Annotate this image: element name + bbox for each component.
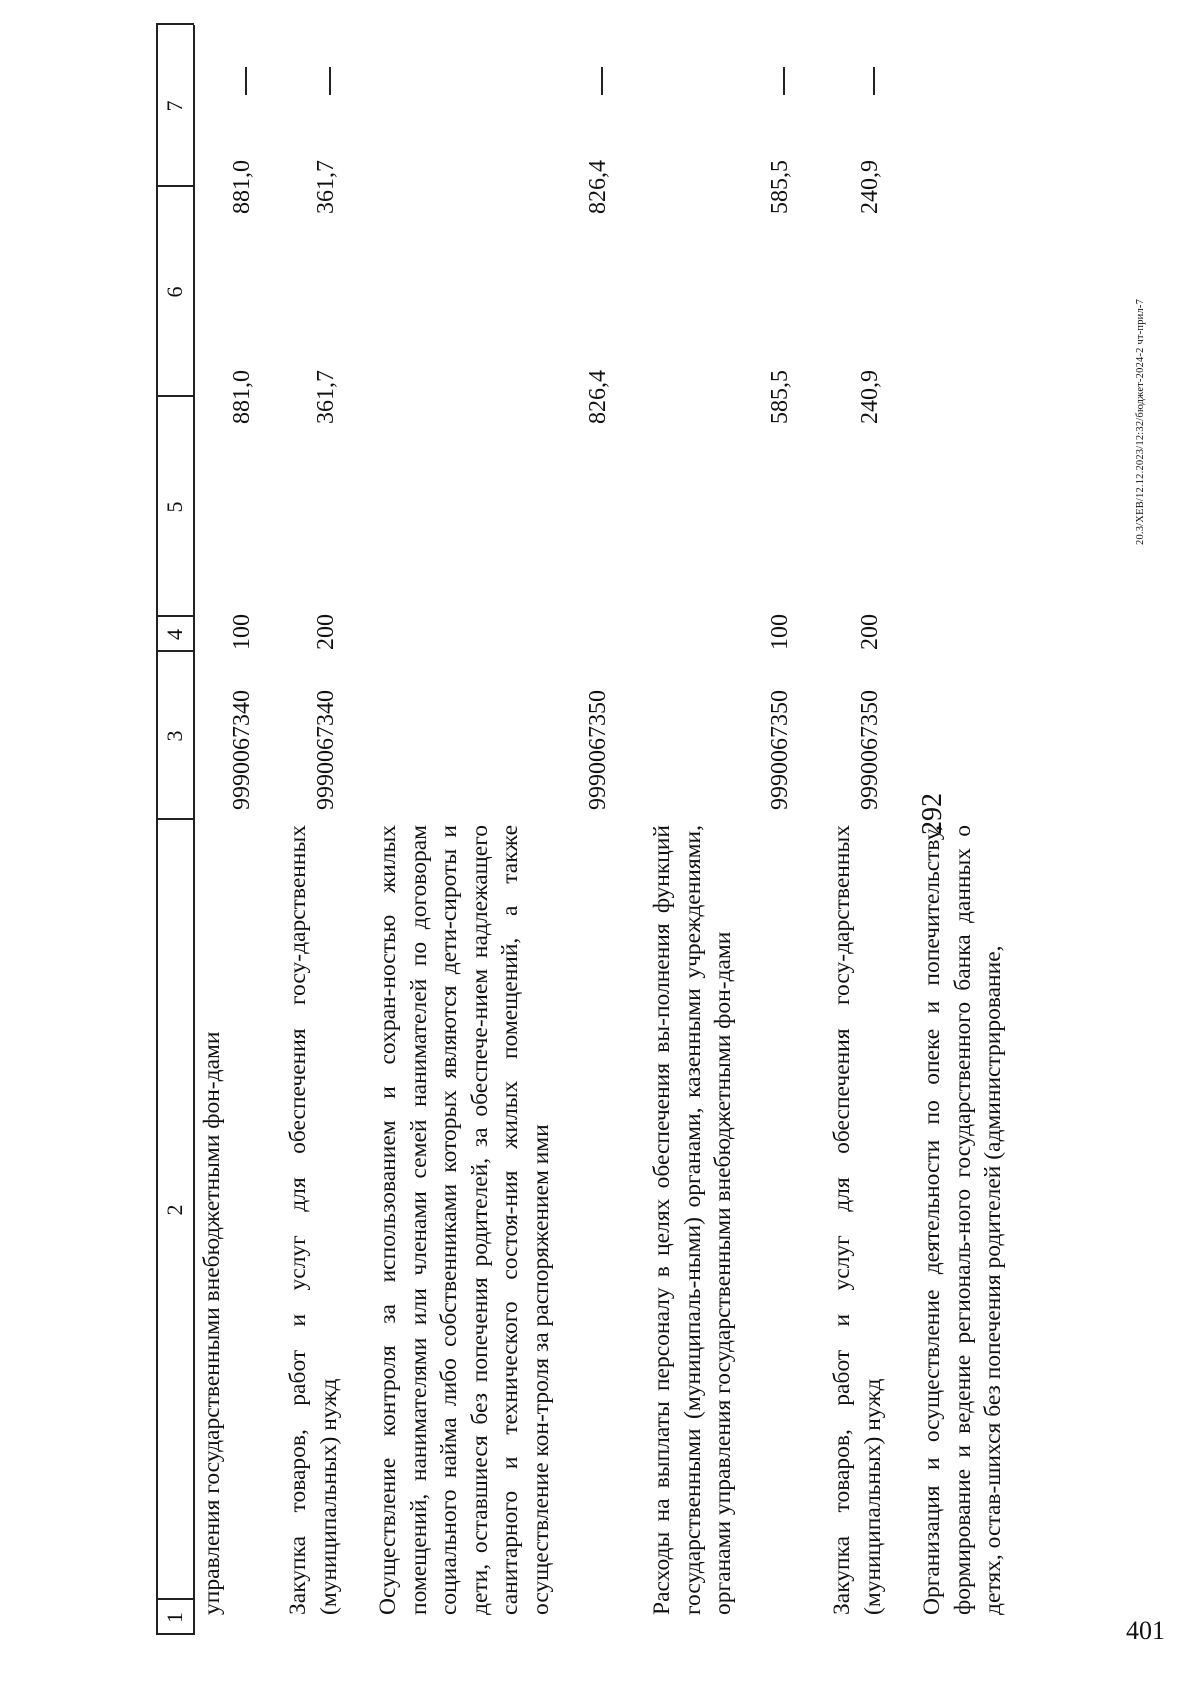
- row-description: Осуществление контроля за использованием и сохран-ностью жилых помещений, нанимателями или членами семей нанимателей по договорам социального найма либо собственниками которых являются дети-сироты и дети, оставшиеся без попечения родителей, за обеспече-нием надлежащего санитарного и технического состоя-ния жилых помещений, а также осуществление кон-троля за распоряжением ими: [375, 825, 554, 1615]
- row-value-col5: 881,0: [229, 370, 255, 424]
- row-expense-type: 100: [229, 614, 255, 650]
- row-description: Закупка товаров, работ и услуг для обеспечения госу-дарственных (муниципальных) нужд: [829, 825, 886, 1615]
- row-description: Закупка товаров, работ и услуг для обеспечения госу-дарственных (муниципальных) нужд: [285, 825, 342, 1615]
- row-value-col7-dash: [873, 67, 875, 95]
- row-target-code: 9990067350: [585, 690, 611, 810]
- column-header-1: 1: [162, 1612, 187, 1623]
- row-value-col7-dash: [783, 67, 785, 95]
- column-header-4: 4: [162, 629, 187, 640]
- row-value-col6: 585,5: [767, 160, 793, 214]
- row-value-col5: 361,7: [313, 370, 339, 424]
- row-description: Организация и осуществление деятельности по опеке и попечительству, формирование и ведение региональ-ного государственного банка данных о детях, остав-шихся без попечения родителей (администрирование,: [919, 825, 1006, 1615]
- row-value-col7-dash: [601, 67, 603, 95]
- row-expense-type: 200: [313, 614, 339, 650]
- row-value-col6: 881,0: [229, 160, 255, 214]
- row-target-code: 9990067350: [767, 690, 793, 810]
- row-value-col5: 240,9: [857, 370, 883, 424]
- column-header-6: 6: [162, 286, 187, 298]
- row-value-col5: 585,5: [767, 370, 793, 424]
- column-header-2: 2: [162, 1204, 187, 1216]
- row-target-code: 9990067350: [857, 690, 883, 810]
- row-value-col6: 361,7: [313, 160, 339, 214]
- row-value-col6: 240,9: [857, 160, 883, 214]
- rotated-page-content: [125, 5, 1175, 1655]
- sheet-number: 401: [1126, 1616, 1165, 1645]
- column-header-3: 3: [162, 730, 187, 742]
- row-description: управления государственными внебюджетными фон-дами: [199, 1031, 225, 1615]
- page-number: 292: [917, 793, 948, 835]
- row-value-col7-dash: [245, 67, 247, 95]
- row-target-code: 9990067340: [313, 690, 339, 810]
- column-header-5: 5: [162, 501, 187, 513]
- row-value-col6: 826,4: [585, 160, 611, 214]
- column-header-7: 7: [162, 100, 187, 112]
- row-expense-type: 200: [857, 614, 883, 650]
- row-description: Расходы на выплаты персоналу в целях обеспечения вы-полнения функций государственными (муниципаль-ными) органами, казенными учреждениями, органами управления государственными внебюджетными фон-дами: [649, 825, 736, 1615]
- row-expense-type: 100: [767, 614, 793, 650]
- row-value-col7-dash: [329, 67, 331, 95]
- row-value-col5: 826,4: [585, 370, 611, 424]
- document-footer-code: 20.3/ХЕВ/12.12.2023/12:32/бюджет-2024-2 чт-прил-7: [1135, 298, 1146, 545]
- row-target-code: 9990067340: [229, 690, 255, 810]
